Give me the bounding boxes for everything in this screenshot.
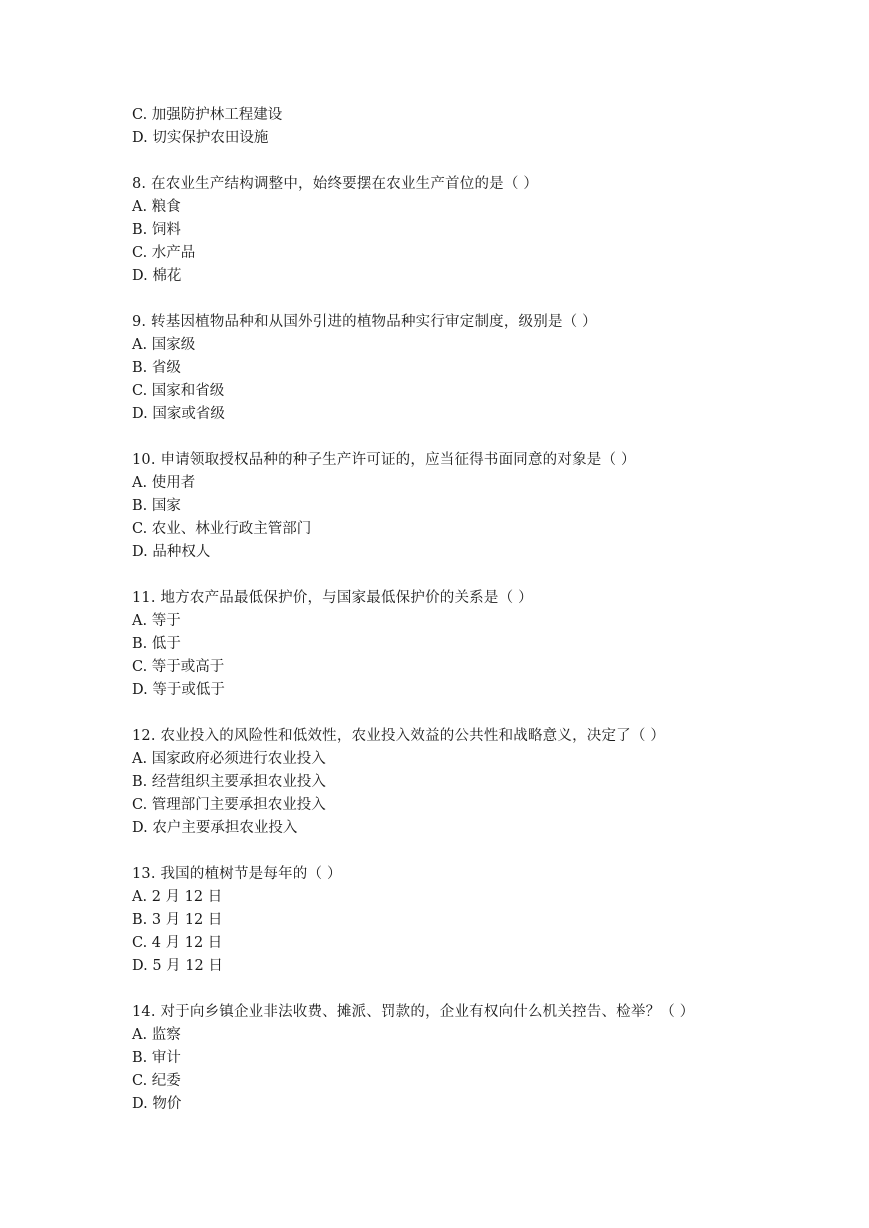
option-a: A. 2 月 12 日 (132, 889, 223, 905)
option-a: A. 国家级 (132, 337, 196, 353)
question-13 (132, 863, 832, 978)
question-10 (132, 449, 832, 564)
option-b: B. 审计 (132, 1050, 181, 1066)
option-line: C. 加强防护林工程建设 (132, 107, 283, 123)
option-c: C. 4 月 12 日 (132, 935, 223, 951)
question-11 (132, 587, 832, 702)
option-c: C. 纪委 (132, 1073, 181, 1089)
option-c: C. 水产品 (132, 245, 196, 261)
question-14 (132, 1001, 832, 1116)
document-page (132, 104, 832, 1116)
question-stem: 10. 申请领取授权品种的种子生产许可证的，应当征得书面同意的对象是（ ） (132, 452, 636, 468)
option-d: D. 5 月 12 日 (132, 958, 223, 974)
option-b: B. 省级 (132, 360, 181, 376)
option-d: D. 棉花 (132, 268, 182, 284)
question-stem: 12. 农业投入的风险性和低效性，农业投入效益的公共性和战略意义，决定了（ ） (132, 728, 666, 744)
option-d: D. 农户主要承担农业投入 (132, 820, 298, 836)
option-a: A. 监察 (132, 1027, 181, 1043)
question-stem: 11. 地方农产品最低保护价，与国家最低保护价的关系是（ ） (132, 590, 533, 606)
option-d: D. 国家或省级 (132, 406, 225, 422)
spacer (132, 840, 832, 863)
option-b: B. 3 月 12 日 (132, 912, 223, 928)
option-c: C. 等于或高于 (132, 659, 225, 675)
question-stem: 13. 我国的植树节是每年的（ ） (132, 866, 342, 882)
question-12 (132, 725, 832, 840)
option-c: C. 国家和省级 (132, 383, 225, 399)
question-stem: 9. 转基因植物品种和从国外引进的植物品种实行审定制度，级别是（ ） (132, 314, 597, 330)
spacer (132, 702, 832, 725)
option-line: D. 切实保护农田设施 (132, 130, 269, 146)
question-8 (132, 173, 832, 288)
option-b: B. 低于 (132, 636, 181, 652)
option-d: D. 品种权人 (132, 544, 211, 560)
option-a: A. 国家政府必须进行农业投入 (132, 751, 326, 767)
option-b: B. 国家 (132, 498, 181, 514)
option-a: A. 使用者 (132, 475, 196, 491)
option-b: B. 经营组织主要承担农业投入 (132, 774, 326, 790)
previous-question-options (132, 104, 832, 150)
question-stem: 14. 对于向乡镇企业非法收费、摊派、罚款的，企业有权向什么机关控告、检举？（ ） (132, 1004, 695, 1020)
option-d: D. 等于或低于 (132, 682, 225, 698)
spacer (132, 288, 832, 311)
option-b: B. 饲料 (132, 222, 181, 238)
option-c: C. 管理部门主要承担农业投入 (132, 797, 326, 813)
option-a: A. 等于 (132, 613, 181, 629)
spacer (132, 564, 832, 587)
spacer (132, 150, 832, 173)
question-stem: 8. 在农业生产结构调整中，始终要摆在农业生产首位的是（ ） (132, 176, 539, 192)
spacer (132, 426, 832, 449)
option-a: A. 粮食 (132, 199, 181, 215)
spacer (132, 978, 832, 1001)
question-9 (132, 311, 832, 426)
option-d: D. 物价 (132, 1096, 182, 1112)
option-c: C. 农业、林业行政主管部门 (132, 521, 312, 537)
